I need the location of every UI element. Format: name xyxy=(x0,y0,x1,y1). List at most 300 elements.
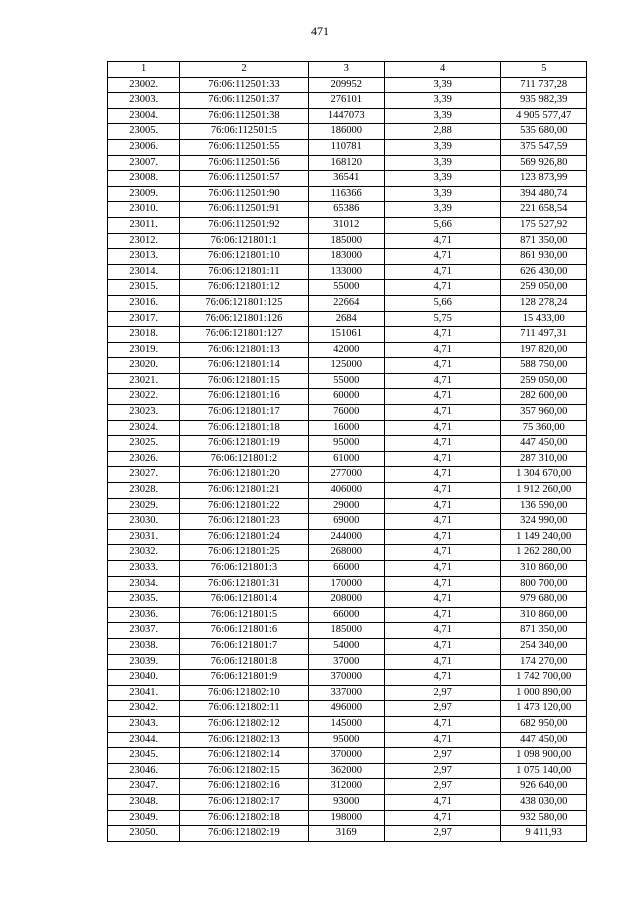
rate-cell: 4,71 xyxy=(384,467,500,483)
rate-cell: 4,71 xyxy=(384,264,500,280)
cadastral-number-cell: 76:06:121802:14 xyxy=(180,748,308,764)
row-number-cell: 23039. xyxy=(108,654,180,670)
value-cell: 4 905 577,47 xyxy=(501,108,587,124)
value-cell: 394 480,74 xyxy=(501,186,587,202)
value-cell: 1 000 890,00 xyxy=(501,685,587,701)
value-cell: 75 360,00 xyxy=(501,420,587,436)
area-cell: 95000 xyxy=(308,436,384,452)
rate-cell: 4,71 xyxy=(384,794,500,810)
value-cell: 861 930,00 xyxy=(501,249,587,265)
row-number-cell: 23013. xyxy=(108,249,180,265)
cadastral-number-cell: 76:06:112501:90 xyxy=(180,186,308,202)
value-cell: 136 590,00 xyxy=(501,498,587,514)
row-number-cell: 23040. xyxy=(108,670,180,686)
value-cell: 282 600,00 xyxy=(501,389,587,405)
row-number-cell: 23009. xyxy=(108,186,180,202)
rate-cell: 4,71 xyxy=(384,670,500,686)
table-row xyxy=(108,514,587,530)
area-cell: 61000 xyxy=(308,451,384,467)
value-cell: 15 433,00 xyxy=(501,311,587,327)
area-cell: 66000 xyxy=(308,561,384,577)
row-number-cell: 23008. xyxy=(108,171,180,187)
area-cell: 69000 xyxy=(308,514,384,530)
area-cell: 29000 xyxy=(308,498,384,514)
table-row xyxy=(108,342,587,358)
area-cell: 312000 xyxy=(308,779,384,795)
table-row xyxy=(108,529,587,545)
column-header: 3 xyxy=(308,62,384,78)
rate-cell: 4,71 xyxy=(384,405,500,421)
table-row xyxy=(108,826,587,842)
rate-cell: 4,71 xyxy=(384,342,500,358)
rate-cell: 3,39 xyxy=(384,108,500,124)
row-number-cell: 23019. xyxy=(108,342,180,358)
cadastral-number-cell: 76:06:121801:11 xyxy=(180,264,308,280)
area-cell: 110781 xyxy=(308,139,384,155)
row-number-cell: 23005. xyxy=(108,124,180,140)
cadastral-number-cell: 76:06:121801:15 xyxy=(180,373,308,389)
table-row xyxy=(108,233,587,249)
row-number-cell: 23024. xyxy=(108,420,180,436)
value-cell: 197 820,00 xyxy=(501,342,587,358)
table-row xyxy=(108,295,587,311)
row-number-cell: 23020. xyxy=(108,358,180,374)
rate-cell: 4,71 xyxy=(384,545,500,561)
value-cell: 128 278,24 xyxy=(501,295,587,311)
row-number-cell: 23015. xyxy=(108,280,180,296)
table-row xyxy=(108,654,587,670)
area-cell: 208000 xyxy=(308,592,384,608)
area-cell: 60000 xyxy=(308,389,384,405)
area-cell: 1447073 xyxy=(308,108,384,124)
area-cell: 66000 xyxy=(308,607,384,623)
row-number-cell: 23049. xyxy=(108,810,180,826)
row-number-cell: 23027. xyxy=(108,467,180,483)
table-row xyxy=(108,389,587,405)
area-cell: 268000 xyxy=(308,545,384,561)
table-row xyxy=(108,794,587,810)
value-cell: 711 497,31 xyxy=(501,327,587,343)
cadastral-number-cell: 76:06:121801:3 xyxy=(180,561,308,577)
area-cell: 370000 xyxy=(308,748,384,764)
value-cell: 979 680,00 xyxy=(501,592,587,608)
cadastral-number-cell: 76:06:121802:10 xyxy=(180,685,308,701)
value-cell: 357 960,00 xyxy=(501,405,587,421)
row-number-cell: 23050. xyxy=(108,826,180,842)
rate-cell: 4,71 xyxy=(384,451,500,467)
value-cell: 1 098 900,00 xyxy=(501,748,587,764)
table-row xyxy=(108,420,587,436)
rate-cell: 4,71 xyxy=(384,576,500,592)
cadastral-number-cell: 76:06:121801:22 xyxy=(180,498,308,514)
row-number-cell: 23041. xyxy=(108,685,180,701)
value-cell: 935 982,39 xyxy=(501,93,587,109)
cadastral-number-cell: 76:06:121801:126 xyxy=(180,311,308,327)
area-cell: 133000 xyxy=(308,264,384,280)
table-row xyxy=(108,810,587,826)
area-cell: 151061 xyxy=(308,327,384,343)
area-cell: 185000 xyxy=(308,623,384,639)
cadastral-number-cell: 76:06:121802:12 xyxy=(180,716,308,732)
rate-cell: 4,71 xyxy=(384,638,500,654)
value-cell: 324 990,00 xyxy=(501,514,587,530)
table-row xyxy=(108,451,587,467)
cadastral-number-cell: 76:06:121801:20 xyxy=(180,467,308,483)
cadastral-number-cell: 76:06:121801:17 xyxy=(180,405,308,421)
rate-cell: 4,71 xyxy=(384,561,500,577)
value-cell: 123 873,99 xyxy=(501,171,587,187)
table-row xyxy=(108,217,587,233)
cadastral-number-cell: 76:06:112501:91 xyxy=(180,202,308,218)
value-cell: 310 860,00 xyxy=(501,561,587,577)
value-cell: 871 350,00 xyxy=(501,233,587,249)
rate-cell: 4,71 xyxy=(384,514,500,530)
row-number-cell: 23038. xyxy=(108,638,180,654)
value-cell: 626 430,00 xyxy=(501,264,587,280)
area-cell: 55000 xyxy=(308,373,384,389)
table-row xyxy=(108,264,587,280)
area-cell: 406000 xyxy=(308,483,384,499)
rate-cell: 4,71 xyxy=(384,810,500,826)
area-cell: 95000 xyxy=(308,732,384,748)
value-cell: 447 450,00 xyxy=(501,732,587,748)
table-row xyxy=(108,763,587,779)
area-cell: 125000 xyxy=(308,358,384,374)
value-cell: 871 350,00 xyxy=(501,623,587,639)
rate-cell: 3,39 xyxy=(384,186,500,202)
value-cell: 1 742 700,00 xyxy=(501,670,587,686)
table-row xyxy=(108,623,587,639)
value-cell: 1 262 280,00 xyxy=(501,545,587,561)
row-number-cell: 23043. xyxy=(108,716,180,732)
cadastral-number-cell: 76:06:121802:13 xyxy=(180,732,308,748)
value-cell: 310 860,00 xyxy=(501,607,587,623)
rate-cell: 4,71 xyxy=(384,592,500,608)
cadastral-number-cell: 76:06:121802:19 xyxy=(180,826,308,842)
row-number-cell: 23025. xyxy=(108,436,180,452)
row-number-cell: 23035. xyxy=(108,592,180,608)
table-row xyxy=(108,155,587,171)
cadastral-number-cell: 76:06:112501:92 xyxy=(180,217,308,233)
table-row xyxy=(108,685,587,701)
rate-cell: 2,97 xyxy=(384,826,500,842)
rate-cell: 4,71 xyxy=(384,498,500,514)
rate-cell: 4,71 xyxy=(384,483,500,499)
table-header-row xyxy=(108,62,587,78)
area-cell: 31012 xyxy=(308,217,384,233)
value-cell: 287 310,00 xyxy=(501,451,587,467)
cadastral-number-cell: 76:06:112501:56 xyxy=(180,155,308,171)
value-cell: 535 680,00 xyxy=(501,124,587,140)
value-cell: 1 149 240,00 xyxy=(501,529,587,545)
area-cell: 93000 xyxy=(308,794,384,810)
rate-cell: 4,71 xyxy=(384,529,500,545)
table-row xyxy=(108,77,587,93)
cadastral-number-cell: 76:06:112501:57 xyxy=(180,171,308,187)
value-cell: 175 527,92 xyxy=(501,217,587,233)
value-cell: 375 547,59 xyxy=(501,139,587,155)
cadastral-number-cell: 76:06:121801:31 xyxy=(180,576,308,592)
value-cell: 588 750,00 xyxy=(501,358,587,374)
table-row xyxy=(108,732,587,748)
row-number-cell: 23032. xyxy=(108,545,180,561)
cadastral-number-cell: 76:06:121801:4 xyxy=(180,592,308,608)
table-row xyxy=(108,607,587,623)
area-cell: 183000 xyxy=(308,249,384,265)
rate-cell: 3,39 xyxy=(384,93,500,109)
table-row xyxy=(108,576,587,592)
rate-cell: 4,71 xyxy=(384,623,500,639)
table-row xyxy=(108,467,587,483)
rate-cell: 4,71 xyxy=(384,280,500,296)
value-cell: 447 450,00 xyxy=(501,436,587,452)
row-number-cell: 23017. xyxy=(108,311,180,327)
area-cell: 185000 xyxy=(308,233,384,249)
cadastral-number-cell: 76:06:121801:9 xyxy=(180,670,308,686)
value-cell: 711 737,28 xyxy=(501,77,587,93)
cadastral-number-cell: 76:06:121801:12 xyxy=(180,280,308,296)
cadastral-number-cell: 76:06:121801:8 xyxy=(180,654,308,670)
row-number-cell: 23007. xyxy=(108,155,180,171)
value-cell: 926 640,00 xyxy=(501,779,587,795)
column-header: 1 xyxy=(108,62,180,78)
table-body xyxy=(108,77,587,841)
area-cell: 55000 xyxy=(308,280,384,296)
cadastral-number-cell: 76:06:121801:2 xyxy=(180,451,308,467)
table-row xyxy=(108,202,587,218)
area-cell: 170000 xyxy=(308,576,384,592)
area-cell: 276101 xyxy=(308,93,384,109)
value-cell: 1 075 140,00 xyxy=(501,763,587,779)
table-row xyxy=(108,327,587,343)
row-number-cell: 23002. xyxy=(108,77,180,93)
rate-cell: 4,71 xyxy=(384,249,500,265)
row-number-cell: 23018. xyxy=(108,327,180,343)
column-header: 4 xyxy=(384,62,500,78)
area-cell: 76000 xyxy=(308,405,384,421)
area-cell: 65386 xyxy=(308,202,384,218)
table-row xyxy=(108,171,587,187)
cadastral-number-cell: 76:06:112501:55 xyxy=(180,139,308,155)
row-number-cell: 23026. xyxy=(108,451,180,467)
value-cell: 1 473 120,00 xyxy=(501,701,587,717)
rate-cell: 2,97 xyxy=(384,779,500,795)
column-header: 5 xyxy=(501,62,587,78)
cadastral-number-cell: 76:06:121802:15 xyxy=(180,763,308,779)
rate-cell: 3,39 xyxy=(384,171,500,187)
value-cell: 259 050,00 xyxy=(501,280,587,296)
area-cell: 16000 xyxy=(308,420,384,436)
cadastral-number-cell: 76:06:121801:6 xyxy=(180,623,308,639)
row-number-cell: 23042. xyxy=(108,701,180,717)
row-number-cell: 23021. xyxy=(108,373,180,389)
value-cell: 1 912 260,00 xyxy=(501,483,587,499)
cadastral-number-cell: 76:06:121801:125 xyxy=(180,295,308,311)
area-cell: 116366 xyxy=(308,186,384,202)
table-row xyxy=(108,638,587,654)
rate-cell: 4,71 xyxy=(384,420,500,436)
table-row xyxy=(108,373,587,389)
table-row xyxy=(108,93,587,109)
rate-cell: 2,97 xyxy=(384,763,500,779)
row-number-cell: 23031. xyxy=(108,529,180,545)
cadastral-number-cell: 76:06:121802:16 xyxy=(180,779,308,795)
cadastral-number-cell: 76:06:121801:25 xyxy=(180,545,308,561)
cadastral-number-cell: 76:06:121801:14 xyxy=(180,358,308,374)
area-cell: 42000 xyxy=(308,342,384,358)
rate-cell: 5,66 xyxy=(384,295,500,311)
cadastral-number-cell: 76:06:121801:5 xyxy=(180,607,308,623)
row-number-cell: 23004. xyxy=(108,108,180,124)
rate-cell: 4,71 xyxy=(384,716,500,732)
area-cell: 168120 xyxy=(308,155,384,171)
area-cell: 36541 xyxy=(308,171,384,187)
value-cell: 682 950,00 xyxy=(501,716,587,732)
table-row xyxy=(108,779,587,795)
rate-cell: 4,71 xyxy=(384,373,500,389)
table-row xyxy=(108,280,587,296)
cadastral-number-cell: 76:06:121801:16 xyxy=(180,389,308,405)
rate-cell: 4,71 xyxy=(384,233,500,249)
value-cell: 932 580,00 xyxy=(501,810,587,826)
cadastral-number-cell: 76:06:121801:24 xyxy=(180,529,308,545)
rate-cell: 4,71 xyxy=(384,327,500,343)
area-cell: 37000 xyxy=(308,654,384,670)
row-number-cell: 23033. xyxy=(108,561,180,577)
row-number-cell: 23036. xyxy=(108,607,180,623)
row-number-cell: 23006. xyxy=(108,139,180,155)
table-row xyxy=(108,311,587,327)
table-row xyxy=(108,124,587,140)
rate-cell: 4,71 xyxy=(384,389,500,405)
cadastral-number-cell: 76:06:121802:17 xyxy=(180,794,308,810)
row-number-cell: 23010. xyxy=(108,202,180,218)
rate-cell: 3,39 xyxy=(384,155,500,171)
row-number-cell: 23047. xyxy=(108,779,180,795)
row-number-cell: 23011. xyxy=(108,217,180,233)
value-cell: 1 304 670,00 xyxy=(501,467,587,483)
area-cell: 3169 xyxy=(308,826,384,842)
cadastral-number-cell: 76:06:121801:18 xyxy=(180,420,308,436)
area-cell: 54000 xyxy=(308,638,384,654)
row-number-cell: 23028. xyxy=(108,483,180,499)
table-row xyxy=(108,483,587,499)
table-row xyxy=(108,139,587,155)
area-cell: 209952 xyxy=(308,77,384,93)
area-cell: 145000 xyxy=(308,716,384,732)
table-row xyxy=(108,561,587,577)
table-row xyxy=(108,498,587,514)
cadastral-number-cell: 76:06:121801:21 xyxy=(180,483,308,499)
rate-cell: 3,39 xyxy=(384,202,500,218)
table-row xyxy=(108,358,587,374)
table-row xyxy=(108,249,587,265)
table-row xyxy=(108,748,587,764)
rate-cell: 5,75 xyxy=(384,311,500,327)
row-number-cell: 23045. xyxy=(108,748,180,764)
cadastral-number-cell: 76:06:121802:11 xyxy=(180,701,308,717)
cadastral-number-cell: 76:06:112501:5 xyxy=(180,124,308,140)
row-number-cell: 23037. xyxy=(108,623,180,639)
cadastral-number-cell: 76:06:112501:37 xyxy=(180,93,308,109)
rate-cell: 2,97 xyxy=(384,748,500,764)
row-number-cell: 23034. xyxy=(108,576,180,592)
page-number: 471 xyxy=(311,24,329,38)
row-number-cell: 23044. xyxy=(108,732,180,748)
value-cell: 174 270,00 xyxy=(501,654,587,670)
cadastral-number-cell: 76:06:121802:18 xyxy=(180,810,308,826)
value-cell: 221 658,54 xyxy=(501,202,587,218)
cadastral-number-cell: 76:06:121801:23 xyxy=(180,514,308,530)
area-cell: 370000 xyxy=(308,670,384,686)
rate-cell: 5,66 xyxy=(384,217,500,233)
column-header: 2 xyxy=(180,62,308,78)
value-cell: 259 050,00 xyxy=(501,373,587,389)
cadastral-number-cell: 76:06:121801:127 xyxy=(180,327,308,343)
cadastral-number-cell: 76:06:112501:38 xyxy=(180,108,308,124)
rate-cell: 4,71 xyxy=(384,358,500,374)
table-row xyxy=(108,186,587,202)
rate-cell: 4,71 xyxy=(384,654,500,670)
table-row xyxy=(108,716,587,732)
table-row xyxy=(108,670,587,686)
area-cell: 186000 xyxy=(308,124,384,140)
value-cell: 800 700,00 xyxy=(501,576,587,592)
area-cell: 277000 xyxy=(308,467,384,483)
area-cell: 362000 xyxy=(308,763,384,779)
row-number-cell: 23022. xyxy=(108,389,180,405)
table-row xyxy=(108,701,587,717)
rate-cell: 3,39 xyxy=(384,77,500,93)
row-number-cell: 23012. xyxy=(108,233,180,249)
data-table xyxy=(107,61,587,842)
table-row xyxy=(108,592,587,608)
value-cell: 569 926,80 xyxy=(501,155,587,171)
row-number-cell: 23030. xyxy=(108,514,180,530)
area-cell: 244000 xyxy=(308,529,384,545)
rate-cell: 4,71 xyxy=(384,607,500,623)
row-number-cell: 23014. xyxy=(108,264,180,280)
area-cell: 337000 xyxy=(308,685,384,701)
value-cell: 9 411,93 xyxy=(501,826,587,842)
rate-cell: 4,71 xyxy=(384,436,500,452)
cadastral-number-cell: 76:06:121801:19 xyxy=(180,436,308,452)
rate-cell: 2,88 xyxy=(384,124,500,140)
area-cell: 198000 xyxy=(308,810,384,826)
cadastral-number-cell: 76:06:121801:13 xyxy=(180,342,308,358)
table-row xyxy=(108,405,587,421)
row-number-cell: 23048. xyxy=(108,794,180,810)
row-number-cell: 23023. xyxy=(108,405,180,421)
cadastral-number-cell: 76:06:121801:1 xyxy=(180,233,308,249)
value-cell: 438 030,00 xyxy=(501,794,587,810)
table-row xyxy=(108,436,587,452)
cadastral-number-cell: 76:06:121801:7 xyxy=(180,638,308,654)
row-number-cell: 23016. xyxy=(108,295,180,311)
row-number-cell: 23029. xyxy=(108,498,180,514)
area-cell: 22664 xyxy=(308,295,384,311)
cadastral-number-cell: 76:06:121801:10 xyxy=(180,249,308,265)
rate-cell: 4,71 xyxy=(384,732,500,748)
rate-cell: 2,97 xyxy=(384,701,500,717)
rate-cell: 3,39 xyxy=(384,139,500,155)
row-number-cell: 23003. xyxy=(108,93,180,109)
area-cell: 2684 xyxy=(308,311,384,327)
area-cell: 496000 xyxy=(308,701,384,717)
cadastral-number-cell: 76:06:112501:33 xyxy=(180,77,308,93)
value-cell: 254 340,00 xyxy=(501,638,587,654)
table-row xyxy=(108,545,587,561)
